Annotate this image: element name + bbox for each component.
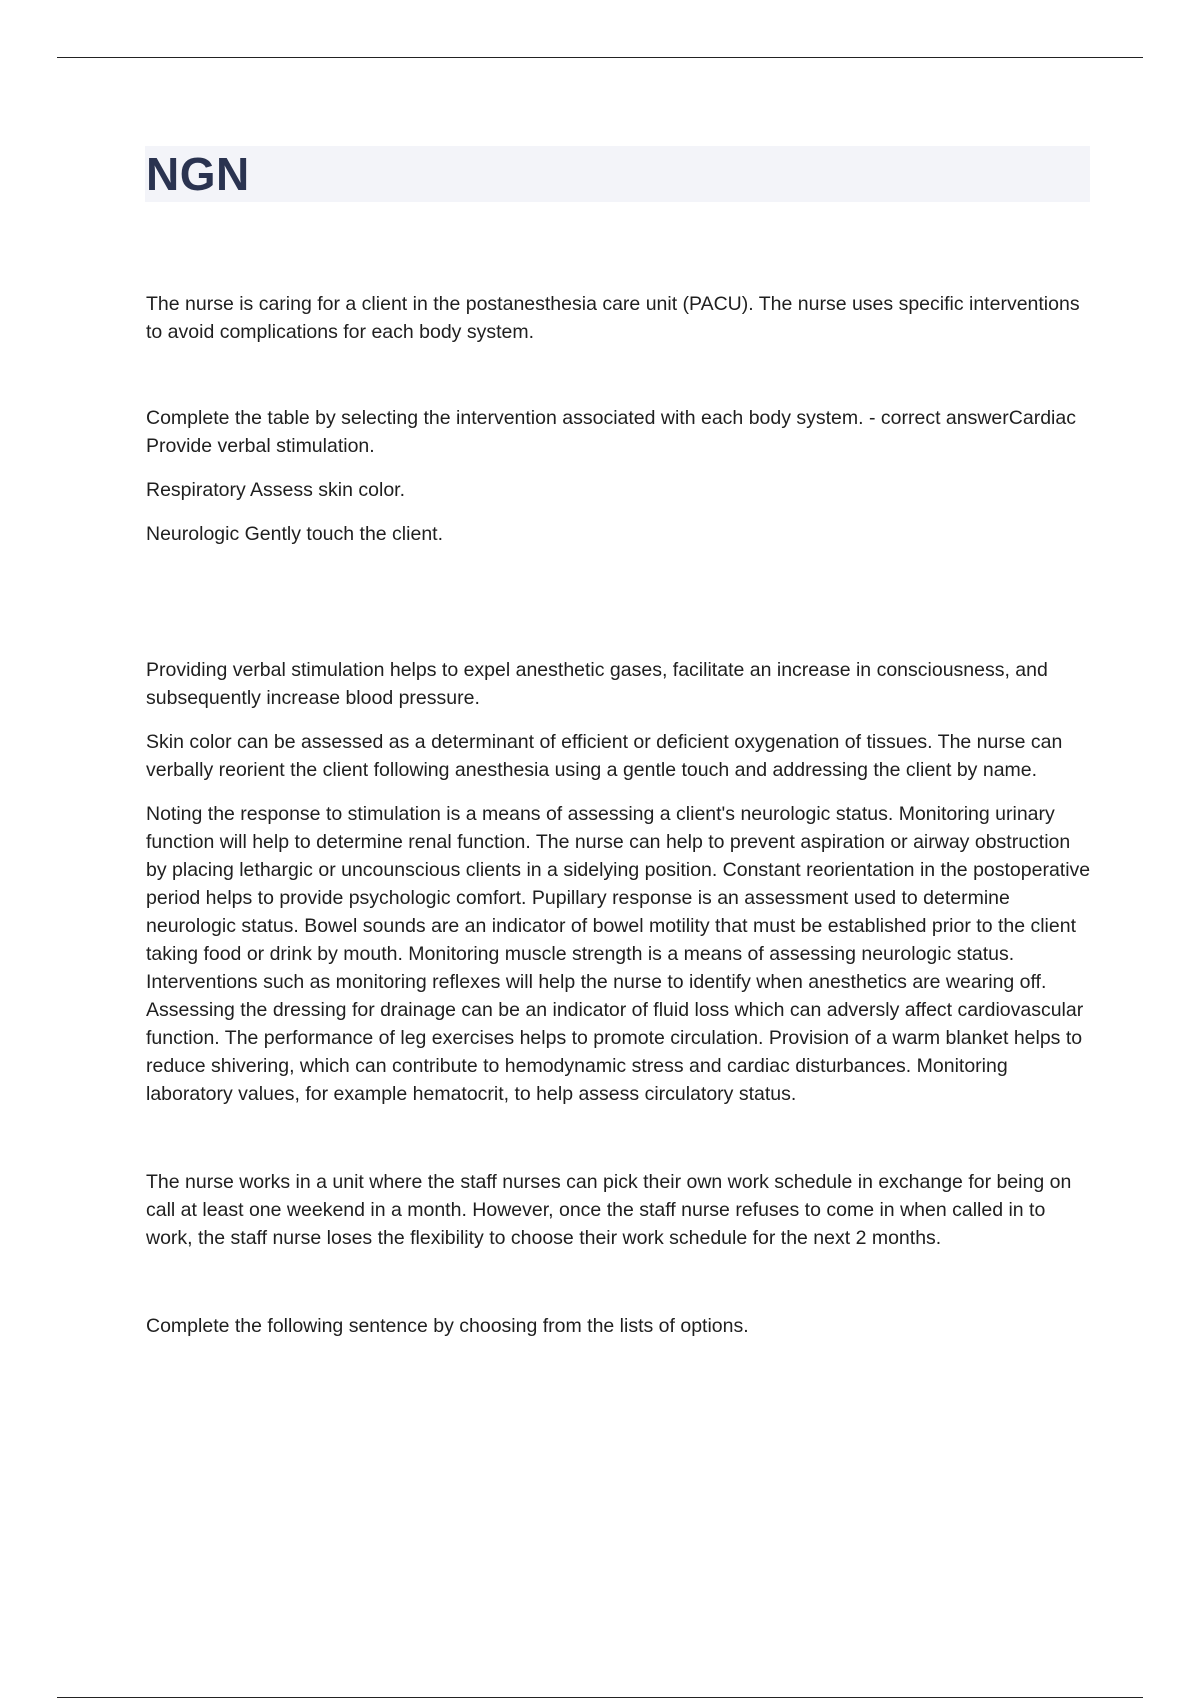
paragraph-respiratory: Respiratory Assess skin color. bbox=[146, 479, 406, 501]
paragraph-question-answer: Complete the table by selecting the intervention associated with each body system. - correct answerCardiac Provide verbal stimulation. bbox=[146, 407, 1076, 457]
paragraph-intro: The nurse is caring for a client in the postanesthesia care unit (PACU). The nurse uses specific interventions to avoid complications for each body system. bbox=[146, 293, 1080, 343]
paragraph-rationale-verbal: Providing verbal stimulation helps to expel anesthetic gases, facilitate an increase in consciousness, and subsequently increase blood pressure. bbox=[146, 659, 1048, 709]
bottom-rule bbox=[57, 1697, 1143, 1698]
paragraph-rationale-skin: Skin color can be assessed as a determinant of efficient or deficient oxygenation of tissues. The nurse can verbally reorient the client following anesthesia using a gentle touch and addressing the client by name. bbox=[146, 731, 1063, 781]
document-body bbox=[146, 290, 1091, 1340]
paragraph-instruction: Complete the following sentence by choosing from the lists of options. bbox=[146, 1315, 749, 1337]
paragraph-neurologic: Neurologic Gently touch the client. bbox=[146, 523, 443, 545]
title-band bbox=[145, 146, 1090, 202]
top-rule bbox=[57, 57, 1143, 58]
paragraph-rationale-details: Noting the response to stimulation is a means of assessing a client's neurologic status. Monitoring urinary function will help to determine renal function. The nurse can help to prevent aspiration or airway obstruction by placing lethargic or uncounscious clients in a sidelying position. Constant reorientation in the postoperative period helps to provide psychologic comfort. Pupillary response is an assessment used to determine neurologic status. Bowel sounds are an indicator of bowel motility that must be established prior to the client taking food or drink by mouth. Monitoring muscle strength is a means of assessing neurologic status. Interventions such as monitoring reflexes will help the nurse to identify when anesthetics are wearing off. Assessing the dressing for drainage can be an indicator of fluid loss which can adversly affect cardiovascular function. The performance of leg exercises helps to promote circulation. Provision of a warm blanket helps to reduce shivering, which can contribute to hemodynamic stress and cardiac disturbances. Monitoring laboratory values, for example hematocrit, to help assess circulatory status. bbox=[146, 803, 1091, 1105]
paragraph-scenario: The nurse works in a unit where the staff nurses can pick their own work schedule in exchange for being on call at least one weekend in a month. However, once the staff nurse refuses to come in when called in to work, the staff nurse loses the flexibility to choose their work schedule for the next 2 months. bbox=[146, 1171, 1072, 1249]
page-title: NGN bbox=[146, 148, 250, 200]
